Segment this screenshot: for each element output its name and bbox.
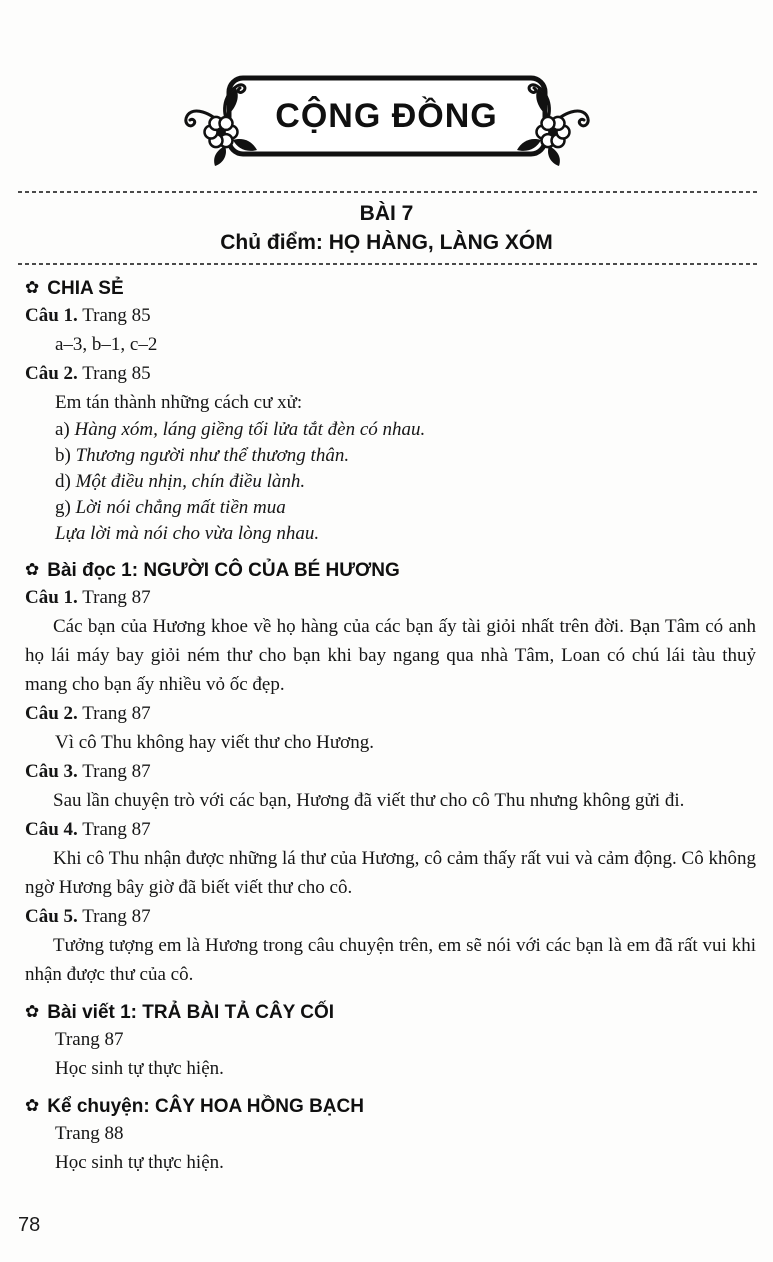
- section-storytelling-heading: [25, 1095, 756, 1119]
- reading-question-4: [25, 815, 756, 844]
- page-number: 78: [18, 1214, 41, 1236]
- proverb-line: [25, 443, 756, 469]
- share-answer-2-intro: Em tán thành những cách cư xử:: [55, 392, 303, 413]
- proverb-line: [25, 417, 756, 443]
- writing-note: Học sinh tự thực hiện.: [55, 1058, 224, 1079]
- proverb-text: Một điều nhịn, chín điều lành.: [75, 471, 306, 492]
- question-page-ref: Trang 87: [82, 761, 151, 782]
- proverb-text: Hàng xóm, láng giềng tối lửa tắt đèn có nhau.: [74, 419, 426, 440]
- proverb-text: Lời nói chẳng mất tiền mua: [75, 497, 286, 518]
- question-label: Câu 1.: [25, 305, 78, 326]
- proverb-marker: a): [55, 419, 70, 440]
- question-page-ref: Trang 87: [82, 703, 151, 724]
- reading-answer-1: Các bạn của Hương khoe về họ hàng của các bạn ấy tài giỏi nhất trên đời. Bạn Tâm có anh họ lái máy bay giỏi ném thư cho bạn khi bay ngang qua nhà Tâm, Loan có chú lái tàu thuỷ mang cho bạn ấy nhiều vỏ ốc đẹp.: [25, 616, 756, 695]
- section-reading-title: Bài đọc 1: NGƯỜI CÔ CỦA BÉ HƯƠNG: [47, 560, 400, 581]
- flower-bullet-icon: ✿: [25, 560, 40, 579]
- question-page-ref: Trang 87: [82, 587, 151, 608]
- proverb-text: Lựa lời mà nói cho vừa lòng nhau.: [55, 523, 320, 544]
- divider-bottom: [18, 263, 757, 265]
- question-page-ref: Trang 85: [82, 363, 151, 384]
- reading-question-3: [25, 757, 756, 786]
- question-page-ref: Trang 87: [82, 906, 151, 927]
- reading-answer-5: Tưởng tượng em là Hương trong câu chuyện trên, em sẽ nói với các bạn là em đã rất vui khi nhận được thư của cô.: [25, 935, 756, 985]
- reading-answer-4: Khi cô Thu nhận được những lá thư của Hương, cô cảm thấy rất vui và cảm động. Cô không ngờ Hương bây giờ đã biết viết thư cho cô.: [25, 848, 756, 898]
- section-reading-heading: [25, 559, 756, 583]
- proverb-line: [25, 521, 756, 547]
- divider-top: [18, 191, 757, 193]
- question-label: Câu 3.: [25, 761, 78, 782]
- reading-question-1: [25, 583, 756, 612]
- page-content: [0, 277, 773, 1177]
- question-label: Câu 1.: [25, 587, 78, 608]
- proverb-marker: g): [55, 497, 71, 518]
- book-page: [0, 62, 773, 1262]
- section-writing-title: Bài viết 1: TRẢ BÀI TẢ CÂY CỐI: [47, 1002, 335, 1023]
- flower-bullet-icon: ✿: [25, 1096, 40, 1115]
- lesson-number: BÀI 7: [359, 202, 414, 225]
- reading-question-5: [25, 902, 756, 931]
- lesson-topic: Chủ điểm: HỌ HÀNG, LÀNG XÓM: [220, 231, 553, 254]
- reading-answer-2: Vì cô Thu không hay viết thư cho Hương.: [55, 732, 374, 753]
- reading-answer-3: Sau lần chuyện trò với các bạn, Hương đã viết thư cho cô Thu nhưng không gửi đi.: [53, 790, 685, 811]
- section-share-title: CHIA SẺ: [47, 278, 124, 299]
- flower-bullet-icon: ✿: [25, 1002, 40, 1021]
- section-writing-heading: [25, 1001, 756, 1025]
- chapter-banner: [177, 62, 597, 174]
- question-page-ref: Trang 87: [82, 819, 151, 840]
- proverb-marker: b): [55, 445, 71, 466]
- storytelling-note: Học sinh tự thực hiện.: [55, 1152, 224, 1173]
- reading-question-2: [25, 699, 756, 728]
- question-label: Câu 2.: [25, 363, 78, 384]
- section-share-heading: [25, 277, 756, 301]
- chapter-title: CỘNG ĐỒNG: [275, 96, 498, 135]
- share-question-1: [25, 301, 756, 330]
- share-question-2: [25, 359, 756, 388]
- section-storytelling-title: Kể chuyện: CÂY HOA HỒNG BẠCH: [47, 1096, 364, 1117]
- question-page-ref: Trang 85: [82, 305, 151, 326]
- share-answer-1: a–3, b–1, c–2: [55, 334, 158, 355]
- storytelling-page-ref: Trang 88: [55, 1123, 124, 1144]
- writing-page-ref: Trang 87: [55, 1029, 124, 1050]
- flower-bullet-icon: ✿: [25, 278, 40, 297]
- proverb-line: [25, 469, 756, 495]
- proverb-text: Thương người như thể thương thân.: [75, 445, 350, 466]
- question-label: Câu 4.: [25, 819, 78, 840]
- question-label: Câu 2.: [25, 703, 78, 724]
- question-label: Câu 5.: [25, 906, 78, 927]
- proverb-line: [25, 495, 756, 521]
- proverb-marker: d): [55, 471, 71, 492]
